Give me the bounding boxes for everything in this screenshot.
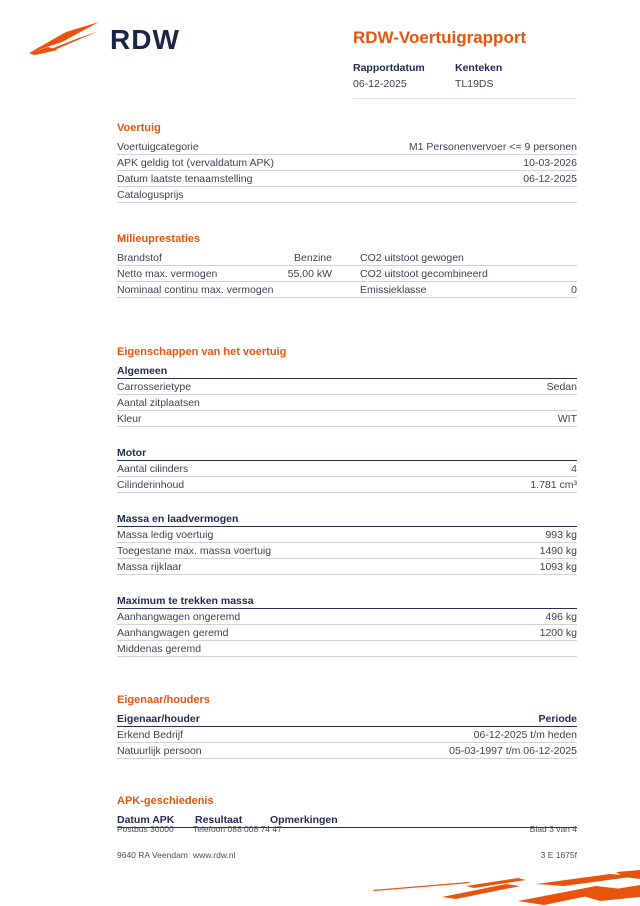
table-header-row [117,711,577,727]
report-date-label: Rapportdatum [353,62,425,74]
footer-page-number: Blad 3 van 4 [529,824,577,834]
row-value: 993 kg [545,528,577,541]
column-header-opmerkingen: Opmerkingen [270,813,338,826]
row-label: CO2 uitstoot gecombineerd [360,267,488,280]
subsection-title: Algemeen [117,363,577,379]
table-row [117,379,577,395]
footer-postbus: Postbus 30000 [117,824,174,834]
row-value: 10-03-2026 [523,156,577,169]
row-label: Catalogusprijs [117,188,184,201]
section-title: Milieuprestaties [117,233,201,245]
subsection-algemeen [117,363,577,427]
row-label: Aantal zitplaatsen [117,396,200,409]
section-title: Voertuig [117,122,161,134]
row-label: Massa rijklaar [117,560,182,573]
row-value: 4 [571,462,577,475]
subsection-title: Massa en laadvermogen [117,511,577,527]
footer-city: 9640 RA Veendam [117,850,188,860]
report-date-value: 06-12-2025 [353,78,407,90]
license-plate-block [455,62,502,90]
row-label: Kleur [117,412,142,425]
row-label: Aantal cilinders [117,462,189,475]
subsection-motor [117,445,577,493]
row-label: Aanhangwagen ongeremd [117,610,241,623]
table-row [117,250,577,266]
column-header-periode: Periode [538,712,577,725]
report-meta [353,62,577,99]
table-row [117,411,577,427]
rdw-stripes-motif-icon [368,870,640,906]
logo-text: RDW [110,24,180,55]
row-label: Cilinderinhoud [117,478,185,491]
license-plate-label: Kenteken [455,62,503,74]
row-label: Natuurlijk persoon [117,744,202,757]
row-value: 55,00 kW [287,267,332,280]
table-row [117,625,577,641]
table-row [117,282,577,298]
table-row [117,559,577,575]
row-label: Datum laatste tenaamstelling [117,172,253,185]
row-label: Emissieklasse [360,283,427,296]
row-value: M1 Personenvervoer <= 9 personen [408,140,577,153]
rdw-flag-icon [28,20,100,60]
row-value: 1.781 cm³ [530,478,577,491]
row-value: 0 [571,283,577,296]
row-label: Aanhangwagen geremd [117,626,229,639]
section-milieuprestaties [117,233,577,298]
row-value: Benzine [294,251,332,264]
footer-line [117,850,577,860]
table-row [117,461,577,477]
section-title: Eigenaar/houders [117,694,210,706]
row-label: APK geldig tot (vervaldatum APK) [117,156,274,169]
rdw-logo [28,20,180,60]
row-label: Voertuigcategorie [117,140,199,153]
row-value: 1200 kg [539,626,577,639]
subsection-title: Motor [117,445,577,461]
column-header-resultaat: Resultaat [195,813,243,826]
table-row [117,171,577,187]
table-row [117,187,577,203]
row-value: 1490 kg [539,544,577,557]
row-value: WIT [557,412,577,425]
table-row [117,477,577,493]
row-value: 05-03-1997 t/m 06-12-2025 [449,744,577,757]
row-label: Toegestane max. massa voertuig [117,544,272,557]
row-label: Carrosserietype [117,380,192,393]
table-row [117,266,577,282]
row-label: CO2 uitstoot gewogen [360,251,464,264]
subsection-massa [117,511,577,575]
table-row [117,139,577,155]
section-title: Eigenschappen van het voertuig [117,346,287,358]
table-row [117,743,577,759]
subsection-trekken-massa [117,593,577,657]
row-value: 496 kg [545,610,577,623]
footer-line [117,824,577,834]
row-value: 06-12-2025 [523,172,577,185]
report-header [353,28,577,99]
section-title: APK-geschiedenis [117,795,214,807]
page-footer [117,824,577,876]
section-eigenschappen [117,346,577,657]
row-label: Netto max. vermogen [117,267,218,280]
row-label: Erkend Bedrijf [117,728,183,741]
row-value: 06-12-2025 t/m heden [473,728,577,741]
report-body [117,122,577,828]
license-plate-value: TL19DS [455,78,494,90]
table-row [117,609,577,625]
row-label: Middenas geremd [117,642,202,655]
report-date-block [353,62,455,90]
table-row [117,641,577,657]
table-row [117,543,577,559]
section-eigenaar-houders [117,694,577,759]
page-title: RDW-Voertuigrapport [353,28,527,47]
row-value: Sedan [546,380,577,393]
subsection-title: Maximum te trekken massa [117,593,577,609]
row-label: Massa ledig voertuig [117,528,214,541]
section-voertuig [117,122,577,203]
footer-form-code: 3 E 1675f [540,850,577,860]
row-label: Nominaal continu max. vermogen [117,283,274,296]
footer-website: www.rdw.nl [193,850,236,860]
table-row [117,527,577,543]
column-header-eigenaar: Eigenaar/houder [117,712,200,725]
row-label: Brandstof [117,251,162,264]
column-header-datum-apk: Datum APK [117,813,175,826]
table-row [117,395,577,411]
footer-telefoon: Telefoon 088 008 74 47 [193,824,282,834]
row-value: 1093 kg [539,560,577,573]
table-row [117,727,577,743]
table-row [117,155,577,171]
